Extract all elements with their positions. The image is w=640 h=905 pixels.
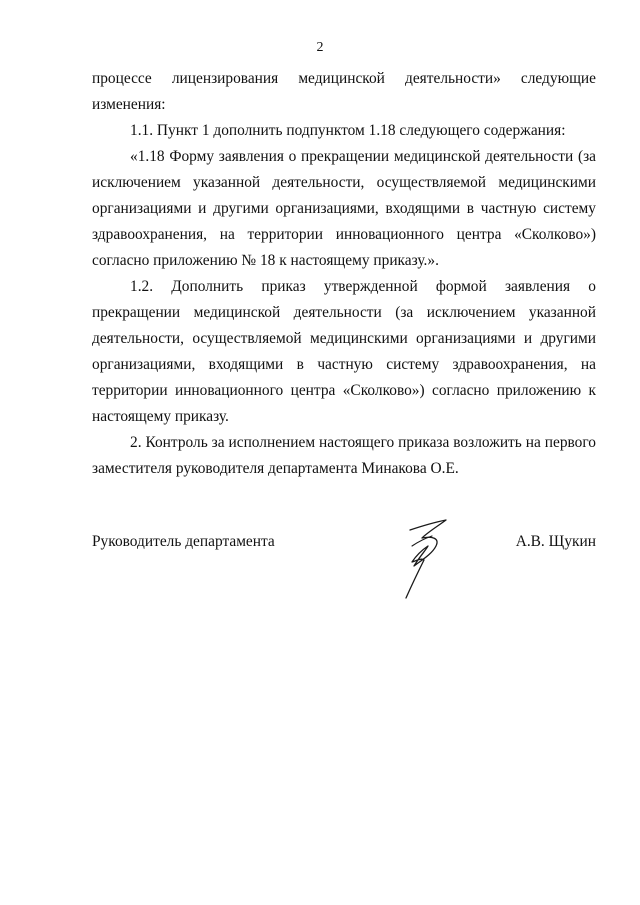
paragraph-item-1-1: 1.1. Пункт 1 дополнить подпунктом 1.18 следующего содержания: xyxy=(130,122,566,139)
page-number: 2 xyxy=(316,40,324,55)
paragraph-item-1-2: 1.2. Дополнить приказ утвержденной формой заявления о прекращении медицинской деятельности (за исключением указанной деятельности, осуществляемой медицинскими организациями и другими организациями, входящими в частную систему здравоохранения, на территории инновационного центра «Сколково») согласно приложению к настоящему приказу. xyxy=(92,278,596,425)
handwritten-signature xyxy=(392,516,462,602)
paragraph-item-2: 2. Контроль за исполнением настоящего приказа возложить на первого заместителя руководителя департамента Минакова О.Е. xyxy=(92,434,596,477)
paragraph-item-1-18: «1.18 Форму заявления о прекращении медицинской деятельности (за исключением указанной деятельности, осуществляемой медицинскими организациями и другими организациями, входящими в частную систему здравоохранения, на территории инновационного центра «Сколково») согласно приложению № 18 к настоящему приказу.». xyxy=(92,148,596,269)
document-body xyxy=(92,66,596,482)
signer-name: А.В. Щукин xyxy=(515,533,596,550)
signature-block xyxy=(92,533,596,557)
paragraph-continuation: процессе лицензирования медицинской деятельности» следующие изменения: xyxy=(92,70,596,113)
signer-title: Руководитель департамента xyxy=(92,533,275,550)
